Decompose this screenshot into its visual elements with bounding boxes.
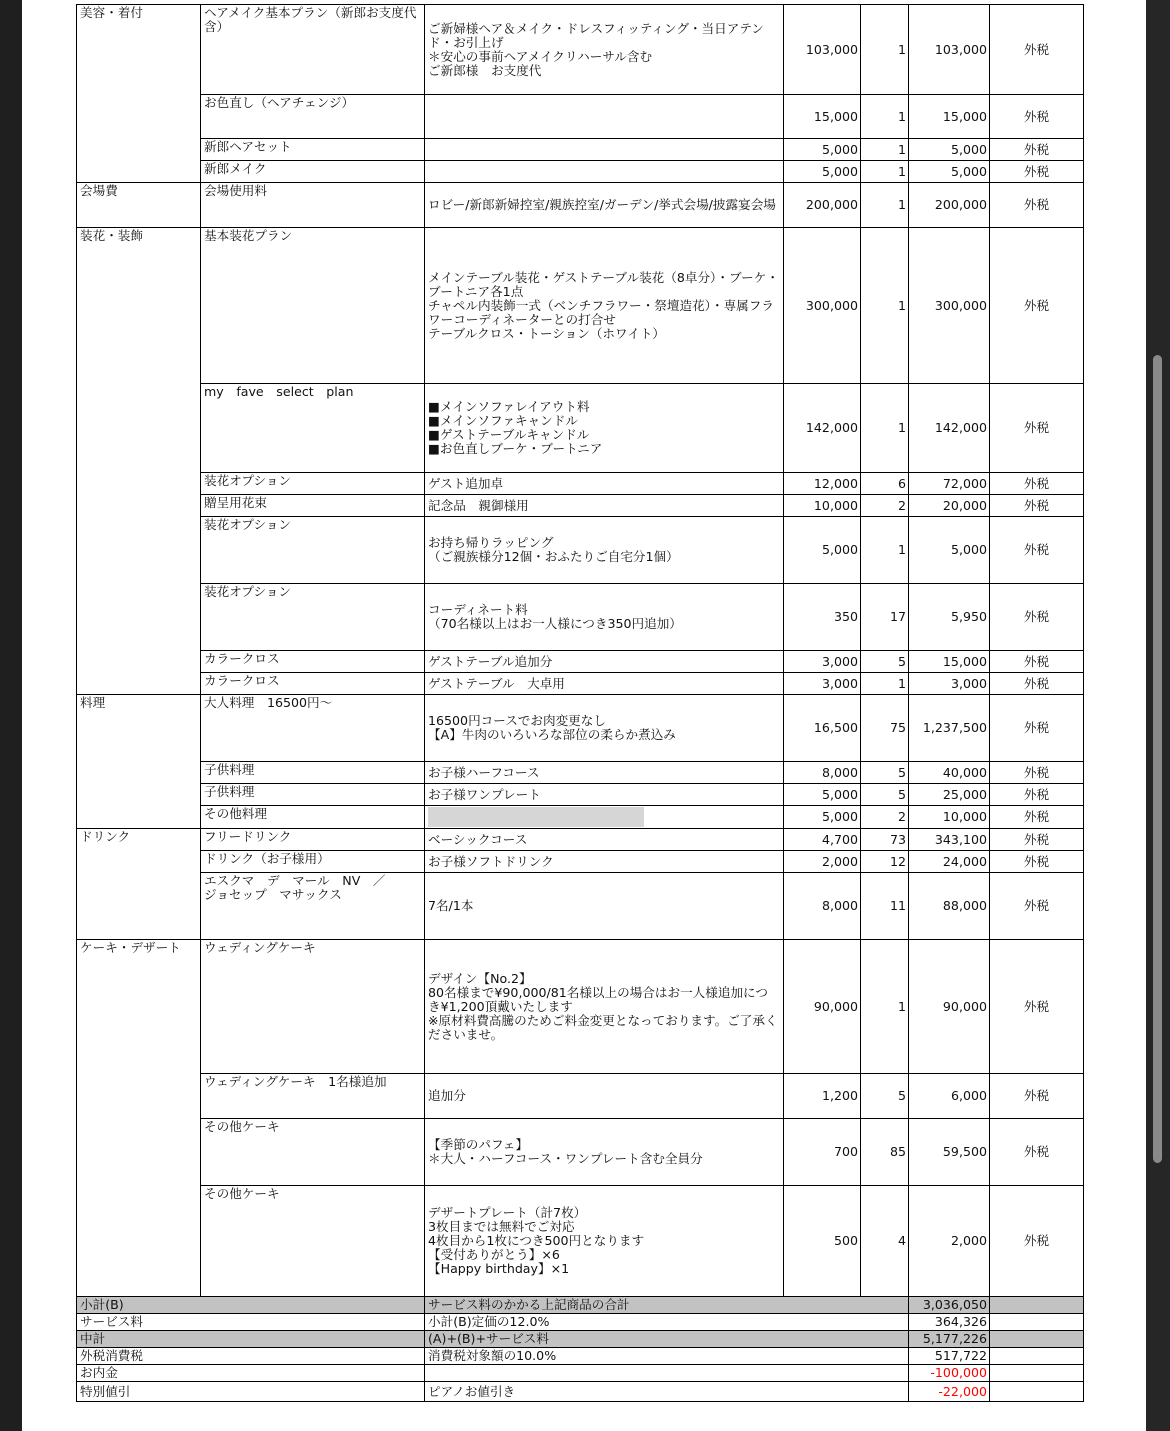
category-cell: 美容・着付 <box>77 5 201 183</box>
quantity: 1 <box>861 183 909 228</box>
item-name: ヘアメイク基本プラン（新郎お支度代含） <box>201 5 425 95</box>
tax-type: 外税 <box>990 806 1084 829</box>
unit-price: 300,000 <box>784 228 861 384</box>
line-amount: 6,000 <box>909 1074 990 1119</box>
table-row <box>77 495 1084 517</box>
item-description: 追加分 <box>425 1074 784 1119</box>
unit-price: 10,000 <box>784 495 861 517</box>
table-row <box>77 5 1084 95</box>
quantity: 6 <box>861 473 909 495</box>
item-name: その他ケーキ <box>201 1119 425 1186</box>
line-amount: 25,000 <box>909 784 990 806</box>
summary-label: 小計(B) <box>77 1297 425 1314</box>
line-amount: 59,500 <box>909 1119 990 1186</box>
summary-blank <box>990 1331 1084 1348</box>
unit-price: 350 <box>784 584 861 651</box>
quantity: 75 <box>861 695 909 762</box>
table-row <box>77 473 1084 495</box>
table-row <box>77 183 1084 228</box>
tax-type: 外税 <box>990 851 1084 873</box>
item-description: お持ち帰りラッピング （ご親族様分12個・おふたりご自宅分1個） <box>425 517 784 584</box>
item-description: お子様ワンプレート <box>425 784 784 806</box>
summary-description: サービス料のかかる上記商品の合計 <box>425 1297 909 1314</box>
unit-price: 8,000 <box>784 873 861 940</box>
unit-price: 5,000 <box>784 517 861 584</box>
line-amount: 200,000 <box>909 183 990 228</box>
item-description: 16500円コースでお肉変更なし 【A】牛肉のいろいろな部位の柔らか煮込み <box>425 695 784 762</box>
quantity: 1 <box>861 95 909 139</box>
line-amount: 15,000 <box>909 95 990 139</box>
line-amount: 20,000 <box>909 495 990 517</box>
quantity: 1 <box>861 673 909 695</box>
summary-label: 外税消費税 <box>77 1348 425 1365</box>
item-description <box>425 139 784 161</box>
unit-price: 3,000 <box>784 673 861 695</box>
unit-price: 500 <box>784 1186 861 1297</box>
summary-label: 特別値引 <box>77 1382 425 1402</box>
line-amount: 343,100 <box>909 829 990 851</box>
category-cell: ケーキ・デザート <box>77 940 201 1297</box>
tax-type: 外税 <box>990 1186 1084 1297</box>
summary-amount: 3,036,050 <box>909 1297 990 1314</box>
category-cell: 料理 <box>77 695 201 829</box>
table-row <box>77 584 1084 651</box>
item-name: 装花オプション <box>201 517 425 584</box>
scrollbar-thumb[interactable] <box>1153 355 1162 1163</box>
line-amount: 88,000 <box>909 873 990 940</box>
tax-type: 外税 <box>990 95 1084 139</box>
line-amount: 103,000 <box>909 5 990 95</box>
quantity: 1 <box>861 517 909 584</box>
quantity: 5 <box>861 651 909 673</box>
tax-type: 外税 <box>990 873 1084 940</box>
item-name: my fave select plan <box>201 384 425 473</box>
table-row <box>77 228 1084 384</box>
tax-type: 外税 <box>990 495 1084 517</box>
unit-price: 142,000 <box>784 384 861 473</box>
line-amount: 72,000 <box>909 473 990 495</box>
table-row <box>77 695 1084 762</box>
estimate-table <box>76 4 1084 1402</box>
summary-amount: 5,177,226 <box>909 1331 990 1348</box>
unit-price: 103,000 <box>784 5 861 95</box>
item-name: 新郎ヘアセット <box>201 139 425 161</box>
line-amount: 5,000 <box>909 161 990 183</box>
quantity: 12 <box>861 851 909 873</box>
unit-price: 5,000 <box>784 139 861 161</box>
item-name: ウェディングケーキ <box>201 940 425 1074</box>
quantity: 11 <box>861 873 909 940</box>
tax-type: 外税 <box>990 829 1084 851</box>
summary-blank <box>990 1348 1084 1365</box>
category-cell: 装花・装飾 <box>77 228 201 695</box>
item-name: 会場使用料 <box>201 183 425 228</box>
tax-type: 外税 <box>990 5 1084 95</box>
item-description: 7名/1本 <box>425 873 784 940</box>
quantity: 73 <box>861 829 909 851</box>
item-description: ■メインソファレイアウト料 ■メインソファキャンドル ■ゲストテーブルキャンドル ■お色直しブーケ・ブートニア <box>425 384 784 473</box>
item-name: ドリンク（お子様用） <box>201 851 425 873</box>
tax-type: 外税 <box>990 695 1084 762</box>
summary-blank <box>990 1314 1084 1331</box>
table-row <box>77 651 1084 673</box>
summary-label: 中計 <box>77 1331 425 1348</box>
tax-type: 外税 <box>990 183 1084 228</box>
item-name: 装花オプション <box>201 473 425 495</box>
item-description: メインテーブル装花・ゲストテーブル装花（8卓分）・ブーケ・ブートニア各1点 チャペル内装飾一式（ベンチフラワー・祭壇造花）・専属フラワーコーディネーターとの打合せ テーブルクロス・トーション（ホワイト） <box>425 228 784 384</box>
item-description: ゲストテーブル 大卓用 <box>425 673 784 695</box>
quantity: 5 <box>861 784 909 806</box>
unit-price: 200,000 <box>784 183 861 228</box>
table-row <box>77 1119 1084 1186</box>
item-description: ゲストテーブル追加分 <box>425 651 784 673</box>
summary-row <box>77 1382 1084 1402</box>
line-amount: 5,000 <box>909 139 990 161</box>
item-name: 装花オプション <box>201 584 425 651</box>
line-amount: 40,000 <box>909 762 990 784</box>
unit-price: 700 <box>784 1119 861 1186</box>
quantity: 1 <box>861 384 909 473</box>
summary-description: 小計(B)定価の12.0% <box>425 1314 909 1331</box>
summary-row <box>77 1297 1084 1314</box>
item-description: 【季節のパフェ】 ＊大人・ハーフコース・ワンプレート含む全員分 <box>425 1119 784 1186</box>
item-description: コーディネート料 （70名様以上はお一人様につき350円追加） <box>425 584 784 651</box>
summary-amount: -100,000 <box>909 1365 990 1382</box>
item-description: ご新婦様ヘア＆メイク・ドレスフィッティング・当日アテンド・お引上げ ＊安心の事前ヘアメイクリハーサル含む ご新郎様 お支度代 <box>425 5 784 95</box>
quantity: 85 <box>861 1119 909 1186</box>
summary-blank <box>990 1382 1084 1402</box>
table-row <box>77 673 1084 695</box>
table-row <box>77 384 1084 473</box>
item-description <box>425 161 784 183</box>
summary-row <box>77 1365 1084 1382</box>
tax-type: 外税 <box>990 784 1084 806</box>
item-name: 大人料理 16500円～ <box>201 695 425 762</box>
summary-amount: 364,326 <box>909 1314 990 1331</box>
summary-row <box>77 1348 1084 1365</box>
table-row <box>77 1186 1084 1297</box>
unit-price: 1,200 <box>784 1074 861 1119</box>
item-description: 記念品 親御様用 <box>425 495 784 517</box>
summary-row <box>77 1314 1084 1331</box>
unit-price: 12,000 <box>784 473 861 495</box>
table-row <box>77 806 1084 829</box>
quantity: 1 <box>861 161 909 183</box>
item-name: その他ケーキ <box>201 1186 425 1297</box>
summary-description: 消費税対象額の10.0% <box>425 1348 909 1365</box>
item-description: お子様ソフトドリンク <box>425 851 784 873</box>
category-cell: ドリンク <box>77 829 201 940</box>
tax-type: 外税 <box>990 673 1084 695</box>
table-row <box>77 829 1084 851</box>
quantity: 1 <box>861 228 909 384</box>
summary-amount: 517,722 <box>909 1348 990 1365</box>
item-description <box>425 806 784 829</box>
table-row <box>77 161 1084 183</box>
item-name: 贈呈用花束 <box>201 495 425 517</box>
tax-type: 外税 <box>990 940 1084 1074</box>
item-name: 子供料理 <box>201 762 425 784</box>
item-name: エスクマ デ マール NV ／ ジョセップ マサックス <box>201 873 425 940</box>
item-name: カラークロス <box>201 651 425 673</box>
unit-price: 2,000 <box>784 851 861 873</box>
item-name: 子供料理 <box>201 784 425 806</box>
unit-price: 8,000 <box>784 762 861 784</box>
table-row <box>77 851 1084 873</box>
item-description: ベーシックコース <box>425 829 784 851</box>
table-row <box>77 873 1084 940</box>
item-name: 新郎メイク <box>201 161 425 183</box>
table-row <box>77 95 1084 139</box>
table-row <box>77 517 1084 584</box>
line-amount: 15,000 <box>909 651 990 673</box>
item-name: カラークロス <box>201 673 425 695</box>
line-amount: 142,000 <box>909 384 990 473</box>
quantity: 1 <box>861 940 909 1074</box>
unit-price: 3,000 <box>784 651 861 673</box>
line-amount: 3,000 <box>909 673 990 695</box>
unit-price: 5,000 <box>784 806 861 829</box>
unit-price: 5,000 <box>784 161 861 183</box>
quantity: 1 <box>861 139 909 161</box>
summary-blank <box>990 1297 1084 1314</box>
unit-price: 16,500 <box>784 695 861 762</box>
tax-type: 外税 <box>990 161 1084 183</box>
unit-price: 90,000 <box>784 940 861 1074</box>
line-amount: 10,000 <box>909 806 990 829</box>
item-description: デザートプレート（計7枚） 3枚目までは無料でご対応 4枚目から1枚につき500円となります 【受付ありがとう】×6 【Happy birthday】×1 <box>425 1186 784 1297</box>
table-row <box>77 940 1084 1074</box>
item-description: ロビー/新郎新婦控室/親族控室/ガーデン/挙式会場/披露宴会場 <box>425 183 784 228</box>
unit-price: 4,700 <box>784 829 861 851</box>
tax-type: 外税 <box>990 517 1084 584</box>
summary-label: サービス料 <box>77 1314 425 1331</box>
summary-blank <box>990 1365 1084 1382</box>
table-row <box>77 139 1084 161</box>
table-row <box>77 1074 1084 1119</box>
quantity: 2 <box>861 806 909 829</box>
summary-description <box>425 1365 909 1382</box>
unit-price: 5,000 <box>784 784 861 806</box>
tax-type: 外税 <box>990 762 1084 784</box>
tax-type: 外税 <box>990 473 1084 495</box>
quantity: 5 <box>861 1074 909 1119</box>
tax-type: 外税 <box>990 651 1084 673</box>
quantity: 4 <box>861 1186 909 1297</box>
item-name: フリードリンク <box>201 829 425 851</box>
category-cell: 会場費 <box>77 183 201 228</box>
tax-type: 外税 <box>990 228 1084 384</box>
unit-price: 15,000 <box>784 95 861 139</box>
line-amount: 90,000 <box>909 940 990 1074</box>
line-amount: 24,000 <box>909 851 990 873</box>
summary-row <box>77 1331 1084 1348</box>
line-amount: 1,237,500 <box>909 695 990 762</box>
summary-amount: -22,000 <box>909 1382 990 1402</box>
tax-type: 外税 <box>990 1119 1084 1186</box>
quantity: 17 <box>861 584 909 651</box>
redacted-block <box>428 807 644 827</box>
item-name: 基本装花プラン <box>201 228 425 384</box>
item-description: デザイン【No.2】 80名様まで¥90,000/81名様以上の場合はお一人様追加につき¥1,200頂戴いたします ※原材料費高騰のためご料金変更となっております。ご了承くださいませ。 <box>425 940 784 1074</box>
quantity: 1 <box>861 5 909 95</box>
item-name: ウェディングケーキ 1名様追加 <box>201 1074 425 1119</box>
line-amount: 5,950 <box>909 584 990 651</box>
summary-label: お内金 <box>77 1365 425 1382</box>
tax-type: 外税 <box>990 1074 1084 1119</box>
table-row <box>77 762 1084 784</box>
table-row <box>77 784 1084 806</box>
line-amount: 2,000 <box>909 1186 990 1297</box>
item-description <box>425 95 784 139</box>
summary-description: ピアノお値引き <box>425 1382 909 1402</box>
item-name: その他料理 <box>201 806 425 829</box>
tax-type: 外税 <box>990 139 1084 161</box>
item-name: お色直し（ヘアチェンジ） <box>201 95 425 139</box>
tax-type: 外税 <box>990 384 1084 473</box>
quantity: 2 <box>861 495 909 517</box>
item-description: ゲスト追加卓 <box>425 473 784 495</box>
item-description: お子様ハーフコース <box>425 762 784 784</box>
line-amount: 5,000 <box>909 517 990 584</box>
tax-type: 外税 <box>990 584 1084 651</box>
quantity: 5 <box>861 762 909 784</box>
summary-description: (A)+(B)+サービス料 <box>425 1331 909 1348</box>
line-amount: 300,000 <box>909 228 990 384</box>
